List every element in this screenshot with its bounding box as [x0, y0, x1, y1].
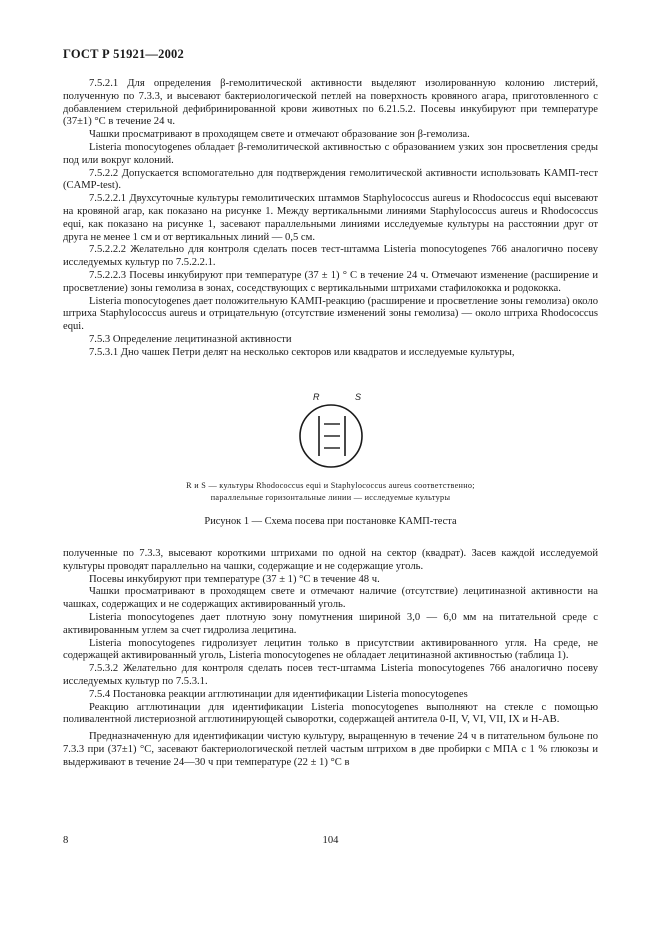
paragraph: 7.5.2.2.2 Желательно для контроля сделать посев тест-штамма Listeria monocytogenes 766 аналогично посеву исследуемых культур по 7.5.2.2.1. — [63, 244, 598, 269]
paragraph: 7.5.3 Определение лецитиназной активности — [89, 333, 292, 345]
figure-legend — [120, 480, 541, 503]
paragraph: Listeria monocytogenes дает плотную зону помутнения шириной 3,0 — 6,0 мм на питательной среде с активированным углем за счет гидролиза лецитина. — [63, 611, 598, 636]
paragraph: 7.5.3.2 Желательно для контроля сделать посев тест-штамма Listeria monocytogenes 766 аналогично посеву исследуемых культур по 7.5.3.1. — [63, 663, 598, 687]
paragraph: 7.5.2.1 Для определения β-гемолитической активности выделяют изолированную колонию листерий, полученную по 7.3.3, и высевают бактериологической петлей на поверхность кровяного агара, приготовленного с добавлением стерильной дефибринированной крови животных по 6.21.5.2. Посевы инкубируют при температуре (37±1) °С в течение 24 ч. — [63, 78, 598, 128]
label-r: R — [313, 392, 320, 402]
paragraph: 7.5.2.2 Допускается вспомогательно для подтверждения гемолитической активности использовать КАМП-тест (CAMP-test). — [63, 167, 598, 192]
paragraph: Listeria monocytogenes дает положительную КАМП-реакцию (расширение и просветление зоны гемолиза) около штриха Staphylococcus aureus и отрицательную (отсутствие изменений зоны гемолиза) — около штриха Rhodococcus equi. — [63, 295, 598, 333]
paragraph: 7.5.3.1 Дно чашек Петри делят на несколько секторов или квадратов и исследуемые культуры, — [89, 346, 515, 358]
text-block-bottom — [63, 548, 598, 770]
paragraph: Реакцию агглютинации для идентификации Listeria monocytogenes выполняют на стекле с помощью поливалентной листериозной агглютинирующей сыворотки, содержащей антитела 0-II, V, VI, VII, IX и H-AB. — [63, 701, 598, 726]
page-number-center: 104 — [322, 835, 339, 846]
paragraph: 7.5.2.2.1 Двухсуточные культуры гемолитических штаммов Staphylococcus aureus и Rhodococcus equi высевают на кровяной агар, как показано на рисунке 1. Между вертикальными линиями Staphylococcus aureus и Rhodococcus equi, как показано на рисунке 1, засевают параллельными линиями исследуемые культуры на расстоянии друг от друга не менее 1 см и от вертикальных линий — 0,5 см. — [63, 193, 598, 243]
text-block-top — [63, 78, 598, 360]
paragraph: Listeria monocytogenes гидролизует лецитин только в присутствии активированного угля. На среде, не содержащей активированный уголь, Listeria monocytogenes не обладает лецитиназной активностью (таблица 1). — [63, 637, 598, 662]
petri-dish-diagram — [288, 390, 374, 470]
label-s: S — [355, 392, 362, 402]
document-header: ГОСТ Р 51921—2002 — [63, 47, 184, 61]
paragraph: Чашки просматривают в проходящем свете и отмечают наличие (отсутствие) лецитиназной активности на чашках, содержащих и не содержащих активированный уголь. — [63, 586, 598, 611]
paragraph: 7.5.4 Постановка реакции агглютинации для идентификации Listeria monocytogenes — [89, 688, 468, 700]
paragraph: 7.5.2.2.3 Посевы инкубируют при температуре (37 ± 1) ° С в течение 24 ч. Отмечают изменение (расширение и просветление) зоны гемолиза в зонах, соседствующих с вертикальными штрихами стафилококка и родококка. — [63, 269, 598, 294]
paragraph: Предназначенную для идентификации чистую культуру, выращенную в течение 24 ч в питательном бульоне по 7.3.3 при (37±1) °С, засевают бактериологической петлей частым штрихом в две пробирки с МПА с 1 % глюкозы и выдерживают в течение 24—30 ч при температуре (22 ± 1) °С в — [63, 731, 598, 768]
page-number-left: 8 — [63, 835, 69, 846]
paragraph: полученные по 7.3.3, высевают короткими штрихами по одной на сектор (квадрат). Засев каждой исследуемой культуры проводят параллельно на чашки, содержащие и не содержащие уголь. — [63, 548, 598, 572]
legend-line: параллельные горизонтальные линии — исследуемые культуры — [210, 492, 451, 502]
figure-caption: Рисунок 1 — Схема посева при постановке КАМП-теста — [204, 516, 457, 527]
paragraph: Посевы инкубируют при температуре (37 ± 1) °С в течение 48 ч. — [89, 573, 380, 585]
figure-camp-test — [0, 390, 661, 540]
paragraph: Чашки просматривают в проходящем свете и отмечают образование зон β-гемолиза. — [89, 129, 470, 141]
paragraph: Listeria monocytogenes обладает β-гемолитической активностью с образованием узких зон просветления среды под или вокруг колоний. — [63, 141, 598, 166]
legend-line: R и S — культуры Rhodococcus equi и Staphylococcus aureus соответственно; — [186, 481, 475, 490]
